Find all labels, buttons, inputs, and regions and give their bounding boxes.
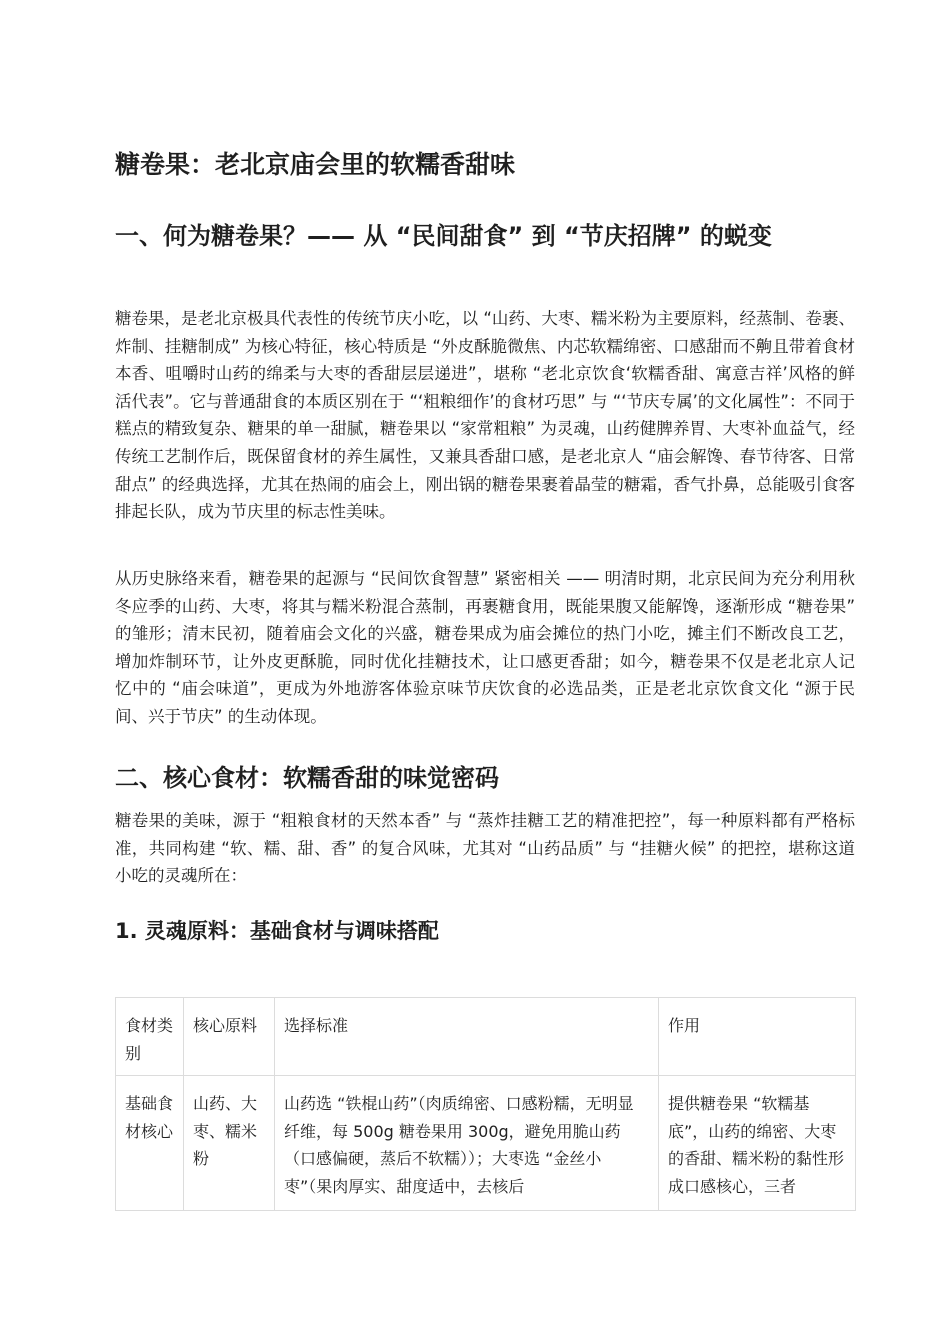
section-2-heading: 二、核心食材：软糯香甜的味觉密码 [115, 764, 499, 792]
table-cell-text: 山药、大枣、糯米粉 [193, 1094, 258, 1168]
subsection-1 [115, 914, 855, 948]
section-1-paragraph-1-wrap [115, 305, 855, 526]
table-header-cell: 食材类别 [116, 998, 184, 1076]
table-cell [116, 1076, 184, 1211]
table-cell [659, 1076, 856, 1211]
section-2 [115, 758, 855, 798]
table-cell [275, 1076, 659, 1211]
table-row [116, 1076, 856, 1211]
table-cell-text: 提供糖卷果 “软糯基底”，山药的绵密、大枣的香甜、糯米粉的黏性形成口感核心，三者 [668, 1094, 845, 1196]
section-2-paragraph-wrap [115, 807, 855, 890]
table-header-cell: 核心原料 [184, 998, 275, 1076]
table-cell-text: 基础食材核心 [125, 1094, 174, 1141]
document-title: 糖卷果：老北京庙会里的软糯香甜味 [115, 150, 516, 179]
table-header-cell: 选择标准 [275, 998, 659, 1076]
section-1-heading: 一、何为糖卷果？—— 从 “民间甜食” 到 “节庆招牌” 的蜕变 [115, 222, 772, 250]
section-1-paragraph-1: 糖卷果，是老北京极具代表性的传统节庆小吃，以 “山药、大枣、糯米粉为主要原料，经蒸制、卷裹、炸制、挂糖制成” 为核心特征，核心特质是 “外皮酥脆微焦、内芯软糯绵密、口感甜而不齁且带着食材本香、咀嚼时山药的绵柔与大枣的香甜层层递进”，堪称 “老北京饮食‘软糯香甜、寓意吉祥’风格的鲜活代表”。它与普通甜食的本质区别在于 “‘粗粮细作’的食材巧思” 与 “‘节庆专属’的文化属性”：不同于糕点的精致复杂、糖果的单一甜腻，糖卷果以 “家常粗粮” 为灵魂，山药健脾养胃、大枣补血益气，经传统工艺制作后，既保留食材的养生属性，又兼具香甜口感，是老北京人 “庙会解馋、春节待客、日常甜点” 的经典选择，尤其在热闹的庙会上，刚出锅的糖卷果裹着晶莹的糖霜，香气扑鼻，总能吸引食客排起长队，成为节庆里的标志性美味。 [115, 309, 855, 522]
section-1-paragraph-2: 从历史脉络来看，糖卷果的起源与 “民间饮食智慧” 紧密相关 —— 明清时期，北京民间为充分利用秋冬应季的山药、大枣，将其与糯米粉混合蒸制，再裹糖食用，既能果腹又能解馋，逐渐形成 “糖卷果” 的雏形；清末民初，随着庙会文化的兴盛，糖卷果成为庙会摊位的热门小吃，摊主们不断改良工艺，增加炸制环节，让外皮更酥脆，同时优化挂糖技术，让口感更香甜；如今，糖卷果不仅是老北京人记忆中的 “庙会味道”，更成为外地游客体验京味节庆饮食的必选品类，正是老北京饮食文化 “源于民间、兴于节庆” 的生动体现。 [115, 569, 855, 726]
table-header-cell: 作用 [659, 998, 856, 1076]
subsection-1-heading: 1. 灵魂原料：基础食材与调味搭配 [115, 919, 439, 943]
section-1-paragraph-2-wrap [115, 565, 855, 731]
table-cell-text: 山药选 “铁棍山药”（肉质绵密、口感粉糯，无明显纤维，每 500g 糖卷果用 300g，避免用脆山药（口感偏硬，蒸后不软糯））；大枣选 “金丝小枣”（果肉厚实、甜度适中，去核后 [284, 1094, 634, 1196]
section-1 [115, 216, 855, 256]
table-cell [184, 1076, 275, 1211]
ingredients-table [115, 997, 856, 1211]
section-2-paragraph: 糖卷果的美味，源于 “粗粮食材的天然本香” 与 “蒸炸挂糖工艺的精准把控”，每一种原料都有严格标准，共同构建 “软、糯、甜、香” 的复合风味，尤其对 “山药品质” 与 “挂糖火候” 的把控，堪称这道小吃的灵魂所在： [115, 811, 855, 886]
table-header-row [116, 998, 856, 1076]
